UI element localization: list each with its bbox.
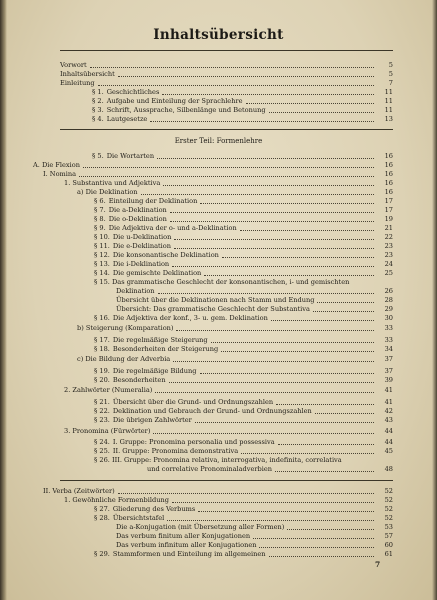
toc-entry: Übersicht über die Deklinationen nach Stamm und Endung 28 bbox=[116, 296, 393, 304]
toc-entry: Übersicht: Das grammatische Geschlecht der Substantiva 29 bbox=[116, 305, 393, 313]
section-rule bbox=[60, 129, 393, 130]
toc-heading: a) Die Deklination 16 bbox=[77, 188, 393, 196]
toc-entry: § 1. Geschichtliches 11 bbox=[92, 88, 393, 96]
toc-heading: 1. Gewöhnliche Formenbildung 52 bbox=[64, 496, 393, 504]
toc-entry: § 5. Die Wortarten 16 bbox=[92, 152, 393, 160]
toc-entry: § 23. Die übrigen Zahlwörter 43 bbox=[94, 416, 393, 424]
toc-entry: § 20. Besonderheiten 39 bbox=[94, 376, 393, 384]
toc-entry: § 10. Die u-Deklination 22 bbox=[94, 233, 393, 241]
toc-entry: § 18. Besonderheiten der Steigerung 34 bbox=[94, 345, 393, 353]
toc-entry: § 19. Die regelmäßige Bildung 37 bbox=[94, 367, 393, 375]
toc-entry: § 26. III. Gruppe: Pronomina relativa, interrogativa, indefinita, correlativa bbox=[94, 456, 342, 464]
toc-entry: § 21. Übersicht über die Grund- und Ordnungszahlen 41 bbox=[94, 398, 393, 406]
page-edge-shadow bbox=[0, 0, 7, 600]
toc-heading: 3. Pronomina (Fürwörter) 44 bbox=[64, 427, 393, 435]
toc-entry: § 11. Die e-Deklination 23 bbox=[94, 242, 393, 250]
toc-entry: Inhaltsübersicht 5 bbox=[60, 70, 393, 78]
page-edge-shadow-right bbox=[432, 0, 437, 600]
toc-entry: § 13. Die i-Deklination 24 bbox=[94, 260, 393, 268]
toc-entry: § 8. Die o-Deklination 19 bbox=[94, 215, 393, 223]
toc-heading: I. Nomina 16 bbox=[43, 170, 393, 178]
toc-entry: Die a-Konjugation (mit Übersetzung aller Formen) 53 bbox=[116, 523, 393, 531]
toc-entry: § 9. Die Adjektiva der o- und a-Deklination 21 bbox=[94, 224, 393, 232]
toc-entry: § 17. Die regelmäßige Steigerung 33 bbox=[94, 336, 393, 344]
toc-entry: § 14. Die gemischte Deklination 25 bbox=[94, 269, 393, 277]
toc-heading: c) Die Bildung der Adverbia 37 bbox=[77, 355, 393, 363]
toc-entry: § 2. Aufgabe und Einteilung der Sprachlehre 11 bbox=[92, 97, 393, 105]
page-number: 7 bbox=[375, 560, 381, 569]
section-rule bbox=[60, 480, 393, 481]
toc-entry: § 16. Die Adjektiva der konf., 3- u. gem. Deklination 30 bbox=[94, 314, 393, 322]
toc-heading: 1. Substantiva und Adjektiva 16 bbox=[64, 179, 393, 187]
part-heading: Erster Teil: Formenlehre bbox=[174, 137, 263, 145]
toc-heading: A. Die Flexion 16 bbox=[33, 161, 393, 169]
toc-entry: § 28. Übersichtstafel 52 bbox=[94, 514, 393, 522]
toc-heading: b) Steigerung (Komparation) 33 bbox=[77, 324, 393, 332]
toc-heading: 2. Zahlwörter (Numeralia) 41 bbox=[64, 386, 393, 394]
toc-entry: § 27. Gliederung des Verbums 52 bbox=[94, 505, 393, 513]
toc-entry: § 29. Stammformen und Einteilung im allgemeinen 61 bbox=[94, 550, 393, 558]
toc-entry: § 22. Deklination und Gebrauch der Grund- und Ordnungszahlen 42 bbox=[94, 407, 393, 415]
toc-entry-continued: und correlative Pronominaladverbien 48 bbox=[147, 465, 393, 473]
toc-entry: § 12. Die konsonantische Deklination 23 bbox=[94, 251, 393, 259]
toc-entry: Einleitung 7 bbox=[60, 79, 393, 87]
page-title: Inhaltsübersicht bbox=[153, 27, 284, 43]
title-rule bbox=[60, 50, 393, 51]
toc-entry: § 6. Einteilung der Deklination 17 bbox=[94, 197, 393, 205]
toc-entry: § 3. Schrift, Aussprache, Silbenlänge und Betonung 11 bbox=[92, 106, 393, 114]
toc-heading: II. Verba (Zeitwörter) 52 bbox=[43, 487, 393, 495]
toc-entry: § 24. I. Gruppe: Pronomina personalia und possessiva 44 bbox=[94, 438, 393, 446]
toc-entry: § 15. Das grammatische Geschlecht der konsonantischen, i- und gemischten bbox=[94, 278, 350, 286]
toc-entry: § 4. Lautgesetze 13 bbox=[92, 115, 393, 123]
toc-entry: Das verbum finitum aller Konjugationen 57 bbox=[116, 532, 393, 540]
toc-entry-continued: Deklination 26 bbox=[116, 287, 393, 295]
toc-entry: § 25. II. Gruppe: Pronomina demonstrativa 45 bbox=[94, 447, 393, 455]
toc-entry: Das verbum infinitum aller Konjugationen 60 bbox=[116, 541, 393, 549]
toc-entry: Vorwort 5 bbox=[60, 61, 393, 69]
toc-entry: § 7. Die a-Deklination 17 bbox=[94, 206, 393, 214]
